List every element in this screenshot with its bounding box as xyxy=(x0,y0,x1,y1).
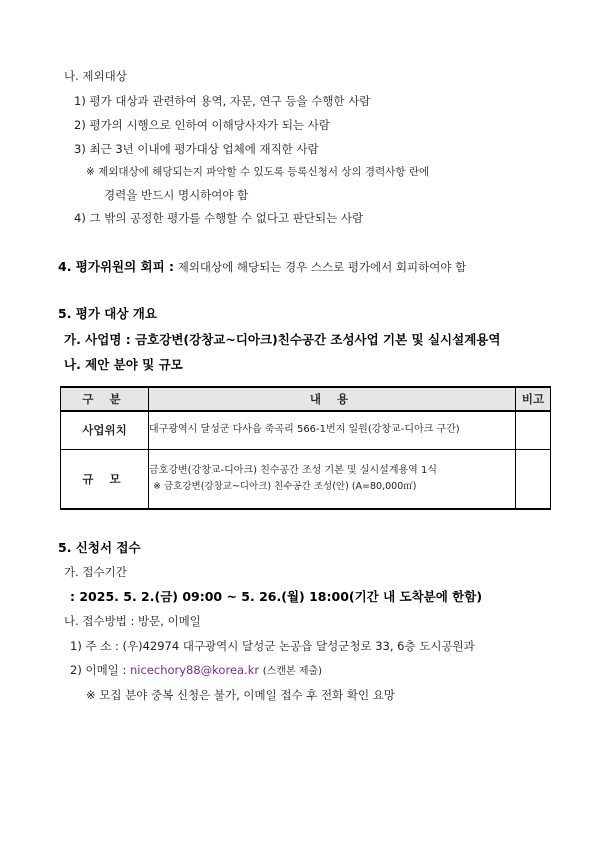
application-note: ※ 모집 분야 중복 신청은 불가, 이메일 접수 후 전화 확인 요망 xyxy=(86,688,396,702)
table-header-row xyxy=(61,387,551,411)
scale-line1: 금호강변(강창교-디아크) 친수공간 조성 기본 및 실시설계용역 1식 xyxy=(149,464,438,476)
exclusion-item-2: 2) 평가의 시행으로 인하여 이해당사자가 되는 사람 xyxy=(74,118,330,132)
email-line xyxy=(70,662,322,680)
exclusion-note-line2: 경력을 반드시 명시하여야 함 xyxy=(104,188,249,202)
method: 나. 접수방법 : 방문, 이메일 xyxy=(64,614,201,628)
header-remarks: 비고 xyxy=(516,387,551,411)
exclusion-item-4: 4) 그 밖의 공정한 평가를 수행할 수 없다고 판단되는 사람 xyxy=(74,211,364,225)
period-value: : 2025. 5. 2.(금) 09:00 ~ 5. 26.(월) 18:00(기간 내 도착분에 한함) xyxy=(70,589,483,604)
exclusion-item-3: 3) 최근 3년 이내에 평가대상 업체에 재직한 사람 xyxy=(74,142,319,156)
header-category: 구 분 xyxy=(61,387,149,411)
email-suffix: (스캔본 제출) xyxy=(262,666,323,677)
period-title: 가. 접수기간 xyxy=(64,565,127,579)
header-content: 내 용 xyxy=(149,387,516,411)
exclusion-item-1: 1) 평가 대상과 관련하여 용역, 자문, 연구 등을 수행한 사람 xyxy=(74,94,371,108)
address: 1) 주 소 : (우)42974 대구광역시 달성군 논공읍 달성군청로 33, 6층 도시공원과 xyxy=(70,639,475,653)
table-row xyxy=(61,411,551,449)
email-prefix: 2) 이메일 : xyxy=(70,663,127,677)
application-title: 5. 신청서 접수 xyxy=(58,540,141,555)
section4-title: 4. 평가위원의 회피 : xyxy=(58,259,175,274)
section5-title: 5. 평가 대상 개요 xyxy=(58,306,157,321)
scope-title: 나. 제안 분야 및 규모 xyxy=(64,357,183,372)
table-row xyxy=(61,449,551,509)
row-label-scale: 규 모 xyxy=(61,449,149,509)
email-link[interactable]: nicechory88@korea.kr xyxy=(129,663,260,677)
row-label-location: 사업위치 xyxy=(61,411,149,449)
exclusion-note-line1: ※ 제외대상에 해당되는지 파악할 수 있도록 등록신청서 상의 경력사항 란에 xyxy=(86,166,430,178)
project-name: 가. 사업명 : 금호강변(강창교~디아크)친수공간 조성사업 기본 및 실시설계용역 xyxy=(64,332,501,347)
section4-text: 제외대상에 해당되는 경우 스스로 평가에서 회피하여야 함 xyxy=(177,260,467,274)
row-content-location: 대구광역시 달성군 다사읍 죽곡리 566-1번지 일원(강창교-디아크 구간) xyxy=(149,411,516,449)
row-remarks-scale xyxy=(516,449,551,509)
exclusion-title: 나. 제외대상 xyxy=(64,69,127,83)
scale-line2: ※ 금호강변(강창교~디아크) 친수공간 조성(안) (A=80,000㎡) xyxy=(153,480,417,492)
row-content-scale xyxy=(149,449,516,509)
row-remarks-location xyxy=(516,411,551,449)
scope-table xyxy=(60,386,551,510)
section4-line xyxy=(58,259,466,275)
